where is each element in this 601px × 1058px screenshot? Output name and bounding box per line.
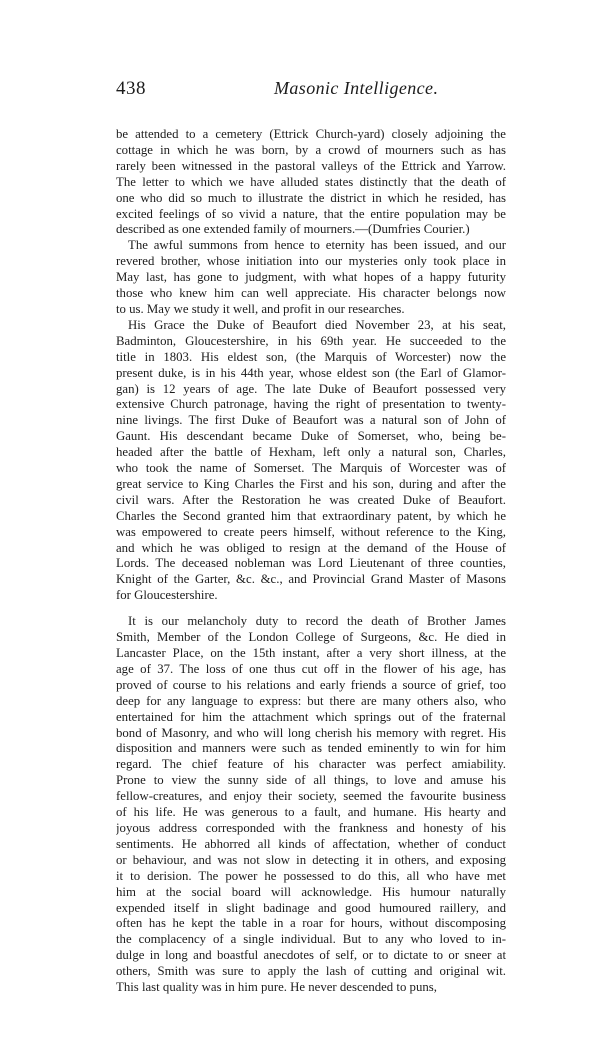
paragraph [116,127,506,238]
text-line: for Gloucestershire. [116,588,218,603]
text-line: one who did so much to illustrate the district in which he resided, has [116,190,506,205]
text-line: His Grace the Duke of Beaufort died November 23, at his seat, [128,317,506,332]
page-header [116,78,504,104]
text-line: title in 1803. His eldest son, (the Marquis of Worcester) now the [116,349,506,364]
text-line: who took the name of Somerset. The Marquis of Worcester was of [116,461,506,476]
text-line: headed after the battle of Hexham, left only a natural son, Charles, [116,445,506,460]
text-line: Charles the Second granted him that extraordinary patent, by which he [116,508,506,523]
text-line: Smith, Member of the London College of Surgeons, &c. He died in [116,630,506,645]
text-line: extensive Church patronage, having the right of presentation to twenty- [116,397,506,412]
text-line: The awful summons from hence to eternity has been issued, and our [128,238,506,253]
text-line: age of 37. The loss of one thus cut off in the flower of his age, has [116,661,506,676]
text-line: rarely been witnessed in the pastoral valleys of the Ettrick and Yarrow. [116,158,506,173]
text-line: regard. The chief feature of his character was perfect amiability. [116,757,506,772]
text-line: sentiments. He abhorred all kinds of affectation, whether of conduct [116,836,506,851]
text-line: great service to King Charles the First and his son, during and after the [116,476,506,491]
text-line: entertained for him the attachment which springs out of the fraternal [116,709,506,724]
text-line: cottage in which he was born, by a crowd of mourners such as has [116,142,506,157]
text-line: nine livings. The first Duke of Beaufort was a natural son of John of [116,413,506,428]
text-line: Prone to view the sunny side of all things, to love and amuse his [116,773,506,788]
text-line: It is our melancholy duty to record the death of Brother James [128,614,506,629]
text-line: joyous address corresponded with the frankness and honesty of his [116,820,506,835]
text-line: others, Smith was sure to apply the lash of cutting and original wit. [116,964,506,979]
text-line: Lords. The deceased nobleman was Lord Lieutenant of three counties, [116,556,506,571]
text-line: him at the social board will acknowledge. His humour naturally [116,884,506,899]
text-line: revered brother, whose initiation into our mysteries only took place in [116,254,506,269]
paragraph [116,614,506,996]
text-line: Lancaster Place, on the 15th instant, after a very short illness, at the [116,646,506,660]
text-line: May last, has gone to judgment, with what hopes of a happy futurity [116,270,506,285]
text-line: or behaviour, and was not slow in detecting it in others, and exposing [116,852,506,867]
text-line: those who knew him can well appreciate. His character belongs now [116,286,506,301]
text-line: proved of course to his relations and early friends a source of grief, too [116,677,506,692]
body-text [116,127,506,996]
text-line: expended itself in slight badinage and good humoured raillery, and [116,900,506,915]
text-line: fellow-creatures, and enjoy their society, seemed the favourite business [116,789,506,804]
text-line: be attended to a cemetery (Ettrick Church-yard) closely adjoining the [116,127,506,141]
text-line: described as one extended family of mourners.—(Dumfries Courier.) [116,222,470,237]
text-line: gan) is 12 years of age. The late Duke of Beaufort possessed very [116,381,506,396]
text-line: bond of Masonry, and who will long cherish his memory with regret. His [116,725,506,740]
paragraph [116,318,506,604]
text-line: excited feelings of so vivid a nature, that the entire population may be [116,206,506,221]
text-line: dulge in long and boastful anecdotes of self, or to dictate to or sneer at [116,948,506,963]
text-line: Gaunt. His descendant became Duke of Somerset, who, being be- [116,429,506,444]
paragraph [116,238,506,318]
text-line: present duke, is in his 44th year, whose eldest son (the Earl of Glamor- [116,365,506,380]
text-line: The letter to which we have alluded states distinctly that the death of [116,174,506,189]
text-line: disposition and manners were such as tended eminently to win for him [116,741,506,756]
text-line: deep for any language to express: but there are many others also, who [116,693,506,708]
page-number: 438 [116,78,146,99]
running-title: Masonic Intelligence. [274,78,439,98]
text-line: of his life. He was generous to a fault, and humane. His hearty and [116,805,506,820]
text-line: often has he kept the table in a roar for hours, without discomposing [116,916,506,931]
text-line: the complacency of a single individual. But to any who loved to in- [116,932,506,947]
text-line: and which he was obliged to resign at the demand of the House of [116,540,506,555]
text-line: Badminton, Gloucestershire, in his 69th year. He succeeded to the [116,333,506,348]
text-line: civil wars. After the Restoration he was created Duke of Beaufort. [116,492,506,507]
text-line: to us. May we study it well, and profit in our researches. [116,301,405,316]
text-line: This last quality was in him pure. He never descended to puns, [116,980,437,995]
section-gap [116,604,506,614]
text-line: Knight of the Garter, &c. &c., and Provincial Grand Master of Masons [116,572,506,587]
text-line: was empowered to create peers himself, without reference to the King, [116,524,506,539]
text-line: it to derision. The power he possessed to do this, all who have met [116,868,506,883]
